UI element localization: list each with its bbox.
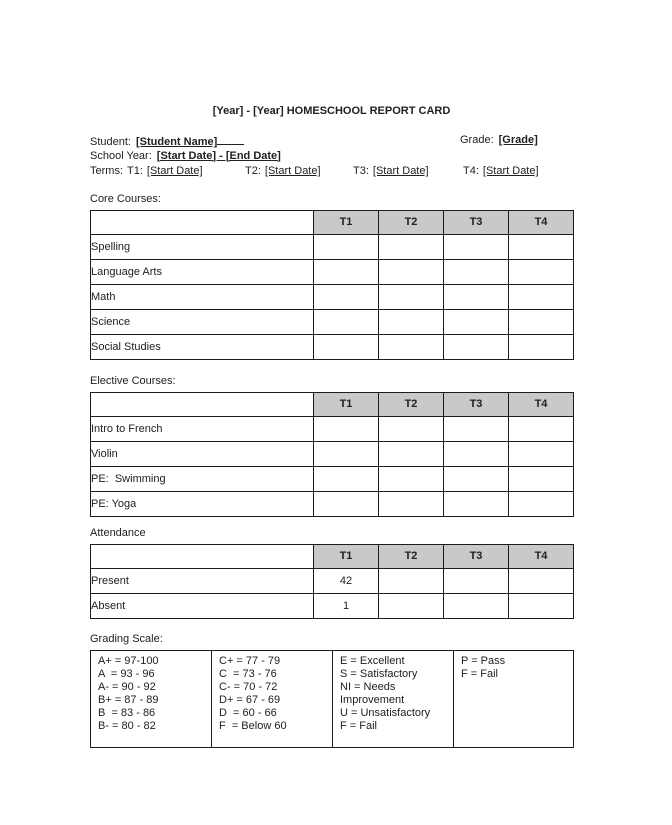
term-header-cell-t1: T1 <box>314 392 379 416</box>
term-header-cell-t2: T2 <box>379 210 444 234</box>
header-blank-cell <box>91 544 314 568</box>
grade-cell <box>444 284 509 309</box>
student-name-value: [Student Name] <box>135 136 218 148</box>
grading-scale-entry: C+ = 77 - 79 <box>219 654 281 667</box>
term-t2-label: T2: <box>245 165 261 177</box>
grade-value: [Grade] <box>498 134 538 146</box>
table-row <box>91 234 574 259</box>
grading-scale-passfail-column <box>454 650 574 747</box>
term-header-cell-t4: T4 <box>509 210 574 234</box>
course-name-cell: Spelling <box>91 234 314 259</box>
table-header-row <box>91 392 574 416</box>
attendance-value-cell: 42 <box>314 568 379 593</box>
grading-scale-entry: B = 83 - 86 <box>98 706 156 719</box>
report-card-content <box>90 0 573 748</box>
grading-scale-entry: F = Below 60 <box>219 719 287 732</box>
grade-cell <box>379 259 444 284</box>
table-row <box>91 491 574 516</box>
grade-cell <box>379 284 444 309</box>
term-t1-label: T1: <box>127 165 143 177</box>
table-row <box>91 284 574 309</box>
course-name-cell: PE: Yoga <box>91 491 314 516</box>
term-header-cell-t3: T3 <box>444 544 509 568</box>
grading-scale-entry: A = 93 - 96 <box>98 667 155 680</box>
term-t4-value: [Start Date] <box>482 165 539 177</box>
grade-cell <box>314 284 379 309</box>
term-header-cell-t3: T3 <box>444 210 509 234</box>
grade-cell <box>444 334 509 359</box>
grading-scale-letter-column <box>212 650 333 747</box>
term-header-cell-t1: T1 <box>314 210 379 234</box>
grading-scale-entry: F = Fail <box>340 719 377 732</box>
elective-courses-label: Elective Courses: <box>90 374 176 387</box>
grading-scale-entry: A+ = 97-100 <box>98 654 159 667</box>
grade-cell <box>314 416 379 441</box>
term-t3-label: T3: <box>353 165 369 177</box>
student-label: Student: <box>90 136 131 148</box>
table-row <box>91 259 574 284</box>
grade-cell <box>379 466 444 491</box>
elective-courses-table <box>90 392 574 517</box>
grading-scale-label: Grading Scale: <box>90 632 163 645</box>
attendance-value-cell <box>509 593 574 618</box>
header-blank-cell <box>91 392 314 416</box>
attendance-value-cell <box>509 568 574 593</box>
grade-cell <box>444 441 509 466</box>
term-header-cell-t2: T2 <box>379 392 444 416</box>
attendance-table <box>90 544 574 619</box>
grade-cell <box>314 234 379 259</box>
grading-scale-entry: F = Fail <box>461 667 498 680</box>
term-header-cell-t3: T3 <box>444 392 509 416</box>
grade-cell <box>444 259 509 284</box>
attendance-value-cell: 1 <box>314 593 379 618</box>
course-name-cell: Social Studies <box>91 334 314 359</box>
grading-scale-entry: C = 73 - 76 <box>219 667 277 680</box>
grading-scale-entry: B- = 80 - 82 <box>98 719 156 732</box>
table-row <box>91 309 574 334</box>
grading-scale-table <box>90 650 574 748</box>
term-t4-group <box>463 164 539 180</box>
attendance-value-cell <box>444 568 509 593</box>
grading-scale-entry: D = 60 - 66 <box>219 706 277 719</box>
grade-group <box>460 133 538 149</box>
attendance-name-cell: Present <box>91 568 314 593</box>
term-t4-label: T4: <box>463 165 479 177</box>
grade-cell <box>314 441 379 466</box>
course-name-cell: Intro to French <box>91 416 314 441</box>
grading-scale-entry: P = Pass <box>461 654 506 667</box>
school-year-value: [Start Date] - [End Date] <box>156 149 281 162</box>
grade-cell <box>379 309 444 334</box>
grade-cell <box>509 416 574 441</box>
grading-scale-entry: U = Unsatisfactory <box>340 706 431 719</box>
grading-scale-entry: A- = 90 - 92 <box>98 680 156 693</box>
grade-cell <box>444 416 509 441</box>
grade-cell <box>509 441 574 466</box>
school-year-label: School Year: <box>90 149 152 162</box>
attendance-name-cell: Absent <box>91 593 314 618</box>
attendance-value-cell <box>379 593 444 618</box>
table-header-row <box>91 210 574 234</box>
term-t1-value: [Start Date] <box>146 165 203 177</box>
school-year-line <box>90 149 573 165</box>
grade-cell <box>314 334 379 359</box>
grade-cell <box>379 441 444 466</box>
grade-cell <box>379 334 444 359</box>
grade-cell <box>444 491 509 516</box>
grade-cell <box>379 234 444 259</box>
term-header-cell-t4: T4 <box>509 544 574 568</box>
grade-cell <box>444 309 509 334</box>
grade-cell <box>509 309 574 334</box>
grade-cell <box>444 234 509 259</box>
student-name-underline <box>217 133 244 145</box>
table-row <box>91 334 574 359</box>
grade-cell <box>314 466 379 491</box>
table-header-row <box>91 544 574 568</box>
term-header-cell-t2: T2 <box>379 544 444 568</box>
grade-cell <box>509 334 574 359</box>
student-info-block <box>90 133 573 180</box>
grading-scale-mark-column <box>333 650 454 747</box>
terms-label: Terms: <box>90 165 123 177</box>
grading-scale-entry: C- = 70 - 72 <box>219 680 278 693</box>
grade-cell <box>509 259 574 284</box>
attendance-value-cell <box>379 568 444 593</box>
table-row <box>91 568 574 593</box>
term-t2-value: [Start Date] <box>264 165 321 177</box>
grade-cell <box>444 466 509 491</box>
core-courses-label: Core Courses: <box>90 192 161 205</box>
term-header-cell-t1: T1 <box>314 544 379 568</box>
grading-scale-entry: NI = Needs Improvement <box>340 680 405 706</box>
course-name-cell: Language Arts <box>91 259 314 284</box>
grade-cell <box>314 491 379 516</box>
grading-scale-entry: E = Excellent <box>340 654 405 667</box>
grading-scale-row <box>91 650 574 747</box>
grade-cell <box>509 234 574 259</box>
grade-cell <box>509 466 574 491</box>
grade-label: Grade: <box>460 134 494 146</box>
grade-cell <box>509 491 574 516</box>
table-row <box>91 441 574 466</box>
table-row <box>91 593 574 618</box>
grade-cell <box>314 309 379 334</box>
term-header-cell-t4: T4 <box>509 392 574 416</box>
grade-cell <box>509 284 574 309</box>
grade-cell <box>379 416 444 441</box>
attendance-value-cell <box>444 593 509 618</box>
term-t3-value: [Start Date] <box>372 165 429 177</box>
term-t2-group <box>245 164 321 180</box>
page-title: [Year] - [Year] HOMESCHOOL REPORT CARD <box>212 105 451 117</box>
course-name-cell: Math <box>91 284 314 309</box>
grading-scale-entry: B+ = 87 - 89 <box>98 693 159 706</box>
terms-line <box>90 164 573 180</box>
table-row <box>91 466 574 491</box>
header-blank-cell <box>91 210 314 234</box>
term-t3-group <box>353 164 429 180</box>
grade-cell <box>379 491 444 516</box>
attendance-label: Attendance <box>90 526 146 539</box>
course-name-cell: PE: Swimming <box>91 466 314 491</box>
course-name-cell: Science <box>91 309 314 334</box>
table-row <box>91 416 574 441</box>
grade-cell <box>314 259 379 284</box>
grading-scale-entry: D+ = 67 - 69 <box>219 693 281 706</box>
grading-scale-letter-column <box>91 650 212 747</box>
core-courses-table <box>90 210 574 360</box>
grading-scale-entry: S = Satisfactory <box>340 667 418 680</box>
student-line <box>90 133 573 149</box>
course-name-cell: Violin <box>91 441 314 466</box>
